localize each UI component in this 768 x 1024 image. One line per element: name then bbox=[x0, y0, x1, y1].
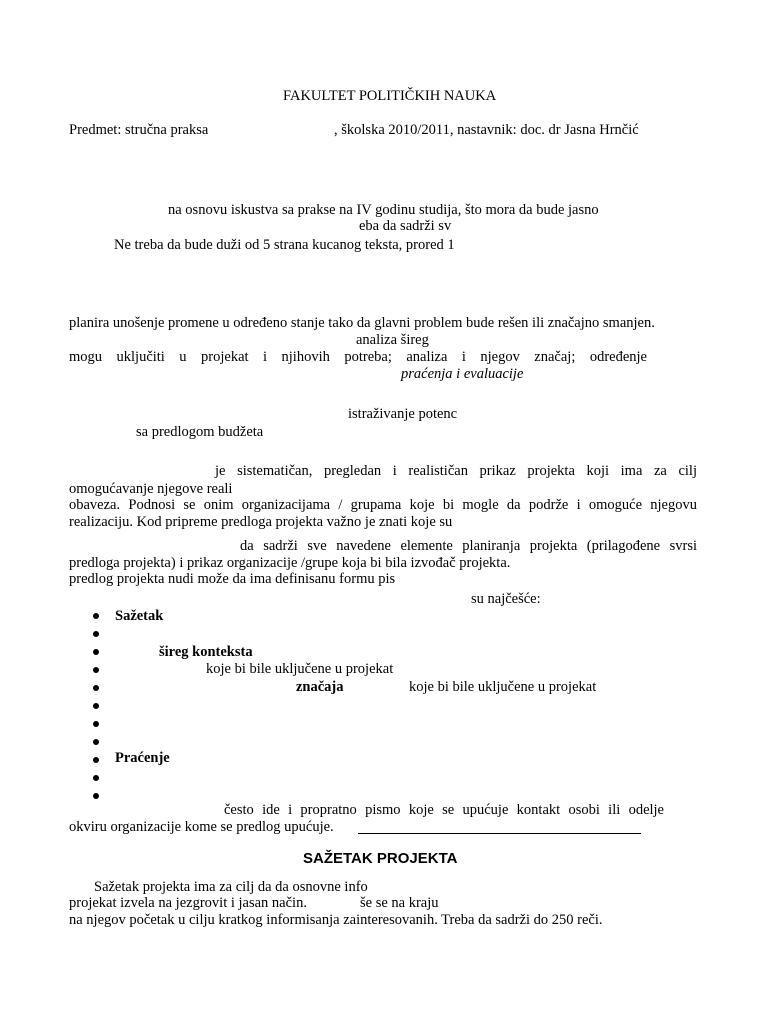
bullet-marker bbox=[93, 793, 99, 799]
bullet-marker bbox=[93, 775, 99, 781]
section5-line-4: su najčešće: bbox=[471, 591, 541, 607]
bullet-marker bbox=[93, 739, 99, 745]
section2-line-4: praćenja i evaluacije bbox=[401, 366, 524, 382]
section2-line-2: analiza šireg bbox=[356, 332, 429, 348]
section2-line-1: planira unošenje promene u određeno stanje tako da glavni problem bude rešen ili značajno smanjen. bbox=[69, 315, 655, 331]
subject-label: Predmet: stručna praksa bbox=[69, 122, 209, 138]
section3-line-2: sa predlogom budžeta bbox=[136, 424, 264, 440]
bullet-item-4: koje bi bile uključene u projekat bbox=[206, 661, 394, 677]
bullet-item-sireg-konteksta: šireg konteksta bbox=[159, 644, 253, 660]
intro-line-1: na osnovu iskustva sa prakse na IV godinu studija, što mora da bude jasno bbox=[168, 202, 599, 218]
bullet-marker bbox=[93, 631, 99, 637]
section5-line-1: da sadrži sve navedene elemente planiranja projekta (prilagođene svrsi bbox=[240, 538, 697, 554]
section3-line-1: istraživanje potenc bbox=[348, 406, 458, 422]
section5-line-2: predloga projekta) i prikaz organizacije /grupe koja bi bila izvođač projekta. bbox=[69, 555, 511, 571]
bullet-item-5-rest: koje bi bile uključene u projekat bbox=[409, 679, 597, 695]
summary-heading: SAŽETAK PROJEKTA bbox=[303, 850, 458, 867]
bullet-marker bbox=[93, 613, 99, 619]
bullet-marker bbox=[93, 667, 99, 673]
bullet-marker bbox=[93, 649, 99, 655]
summary-line-2a: projekat izvela na jezgrovit i jasan način. bbox=[69, 895, 307, 911]
section4-line-1: je sistematičan, pregledan i realističan prikaz projekta koji ima za cilj bbox=[215, 463, 697, 479]
bullet-item-znacaja: značaja bbox=[296, 679, 344, 695]
closing-line-1: često ide i propratno pismo koje se upućuje kontakt osobi ili odelje bbox=[224, 802, 664, 818]
bullet-item-sazetak: Sažetak bbox=[115, 608, 164, 624]
summary-line-3: na njegov početak u cilju kratkog informisanja zainteresovanih. Treba da sadrži do 250 reči. bbox=[69, 912, 603, 928]
section4-line-4: realizaciju. Kod pripreme predloga projekta važno je znati koje su bbox=[69, 514, 453, 530]
section4-line-2: omogućavanje njegove reali bbox=[69, 481, 233, 497]
bullet-marker bbox=[93, 721, 99, 727]
summary-line-2b: še se na kraju bbox=[360, 895, 439, 911]
bullet-item-pracenje: Praćenje bbox=[115, 750, 170, 766]
summary-line-1: Sažetak projekta ima za cilj da da osnovne info bbox=[94, 879, 368, 895]
intro-line-2: eba da sadrži sv bbox=[359, 218, 452, 234]
subject-details: , školska 2010/2011, nastavnik: doc. dr Jasna Hrnčić bbox=[334, 122, 639, 138]
bullet-marker bbox=[93, 685, 99, 691]
bullet-marker bbox=[93, 757, 99, 763]
section2-line-3: mogu uključiti u projekat i njihovih potreba; analiza i njegov značaj; određenje bbox=[69, 349, 647, 365]
document-title: FAKULTET POLITIČKIH NAUKA bbox=[283, 88, 497, 104]
section4-line-3: obaveza. Podnosi se onim organizacijama / grupama koje bi mogle da podrže i omoguće njegovu bbox=[69, 497, 697, 513]
closing-line-2: okviru organizacije kome se predlog upućuje. bbox=[69, 819, 334, 835]
intro-line-3: Ne treba da bude duži od 5 strana kucanog teksta, prored 1 bbox=[114, 237, 455, 253]
bullet-marker bbox=[93, 703, 99, 709]
section5-line-3: predlog projekta nudi može da ima definisanu formu pis bbox=[69, 571, 396, 587]
fill-in-blank-line bbox=[358, 833, 641, 834]
